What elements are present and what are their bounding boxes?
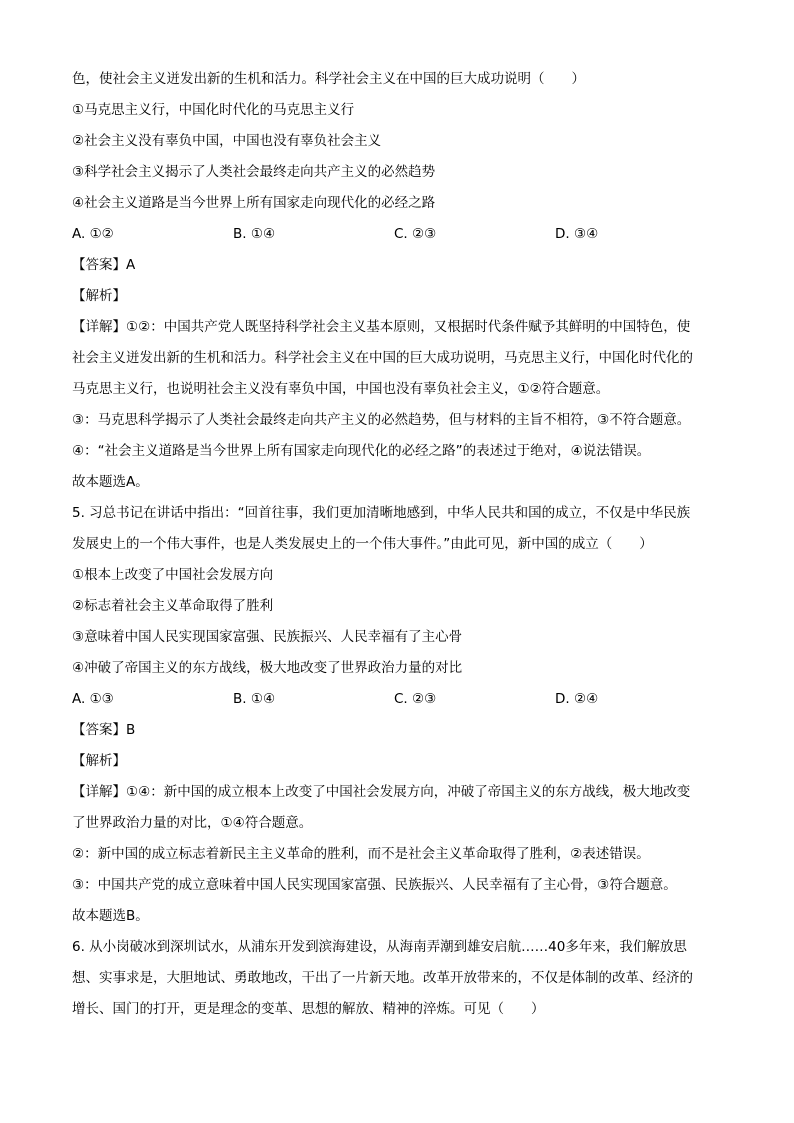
q5-analysis-heading: 【解析】 [72,753,126,769]
q5-detail-line-1: 【详解】①④：新中国的成立根本上改变了中国社会发展方向，冲破了帝国主义的东方战线，极大地改变 [72,784,691,800]
q5-detail-line-3: ②：新中国的成立标志着新民主主义革命的胜利，而不是社会主义革命取得了胜利，②表述错误。 [72,846,650,862]
question-6-stem-line-3: 增长、国门的打开，更是理念的变革、思想的解放、精神的淬炼。可见（ ） [72,1001,545,1017]
question-stem-continued: 色，使社会主义迸发出新的生机和活力。科学社会主义在中国的巨大成功说明（ ） [72,71,585,87]
question-6-stem-line-1: 6. 从小岗破冰到深圳试水，从浦东开发到滨海建设，从海南弄潮到雄安启航……40多年来，我们解放思 [72,939,687,955]
q5-option-a: A. ①③ [72,691,114,707]
analysis-heading: 【解析】 [72,288,126,304]
choice-item-2: ②社会主义没有辜负中国，中国也没有辜负社会主义 [72,133,382,149]
choice-item-4: ④社会主义道路是当今世界上所有国家走向现代化的必经之路 [72,195,436,211]
q5-option-d: D. ②④ [555,691,599,707]
detail-conclusion: 故本题选A。 [72,474,149,490]
document-page [72,64,724,1025]
q5-detail-line-4: ③：中国共产党的成立意味着中国人民实现国家富强、民族振兴、人民幸福有了主心骨，③符合题意。 [72,877,677,893]
choice-item-3: ③科学社会主义揭示了人类社会最终走向共产主义的必然趋势 [72,164,436,180]
question-5-stem-line-2: 发展史上的一个伟大事件，也是人类发展史上的一个伟大事件。”由此可见，新中国的成立（ ） [72,536,653,552]
option-c: C. ②③ [394,226,437,242]
option-b: B. ①④ [233,226,276,242]
choice-item-1: ①马克思主义行，中国化时代化的马克思主义行 [72,102,355,118]
detail-line-4: ③：马克思科学揭示了人类社会最终走向共产主义的必然趋势，但与材料的主旨不相符，③不符合题意。 [72,412,691,428]
q5-choice-item-2: ②标志着社会主义革命取得了胜利 [72,598,274,614]
q5-option-c: C. ②③ [394,691,437,707]
q5-answer-line: 【答案】B [72,722,136,738]
question-5-stem-line-1: 5. 习总书记在讲话中指出：“回首往事，我们更加清晰地感到，中华人民共和国的成立，不仅是中华民族 [72,505,691,521]
q5-choice-item-3: ③意味着中国人民实现国家富强、民族振兴、人民幸福有了主心骨 [72,629,463,645]
q5-detail-line-2: 了世界政治力量的对比，①④符合题意。 [72,815,313,831]
question-6-stem-line-2: 想、实事求是，大胆地试、勇敢地改，干出了一片新天地。改革开放带来的，不仅是体制的改革、经济的 [72,970,693,986]
detail-line-5: ④：“社会主义道路是当今世界上所有国家走向现代化的必经之路”的表述过于绝对，④说法错误。 [72,443,651,459]
q5-detail-conclusion: 故本题选B。 [72,908,149,924]
detail-line-2: 社会主义迸发出新的生机和活力。科学社会主义在中国的巨大成功说明，马克思主义行，中国化时代化的 [72,350,693,366]
option-d: D. ③④ [555,226,599,242]
q5-choice-item-4: ④冲破了帝国主义的东方战线，极大地改变了世界政治力量的对比 [72,660,463,676]
detail-line-1: 【详解】①②：中国共产党人既坚持科学社会主义基本原则，又根据时代条件赋予其鲜明的中国特色，使 [72,319,691,335]
q5-choice-item-1: ①根本上改变了中国社会发展方向 [72,567,274,583]
q5-answer-options [72,684,724,715]
q5-option-b: B. ①④ [233,691,276,707]
answer-line: 【答案】A [72,257,136,273]
detail-line-3: 马克思主义行，也说明社会主义没有辜负中国，中国也没有辜负社会主义，①②符合题意。 [72,381,610,397]
option-a: A. ①② [72,226,114,242]
answer-options [72,219,724,250]
